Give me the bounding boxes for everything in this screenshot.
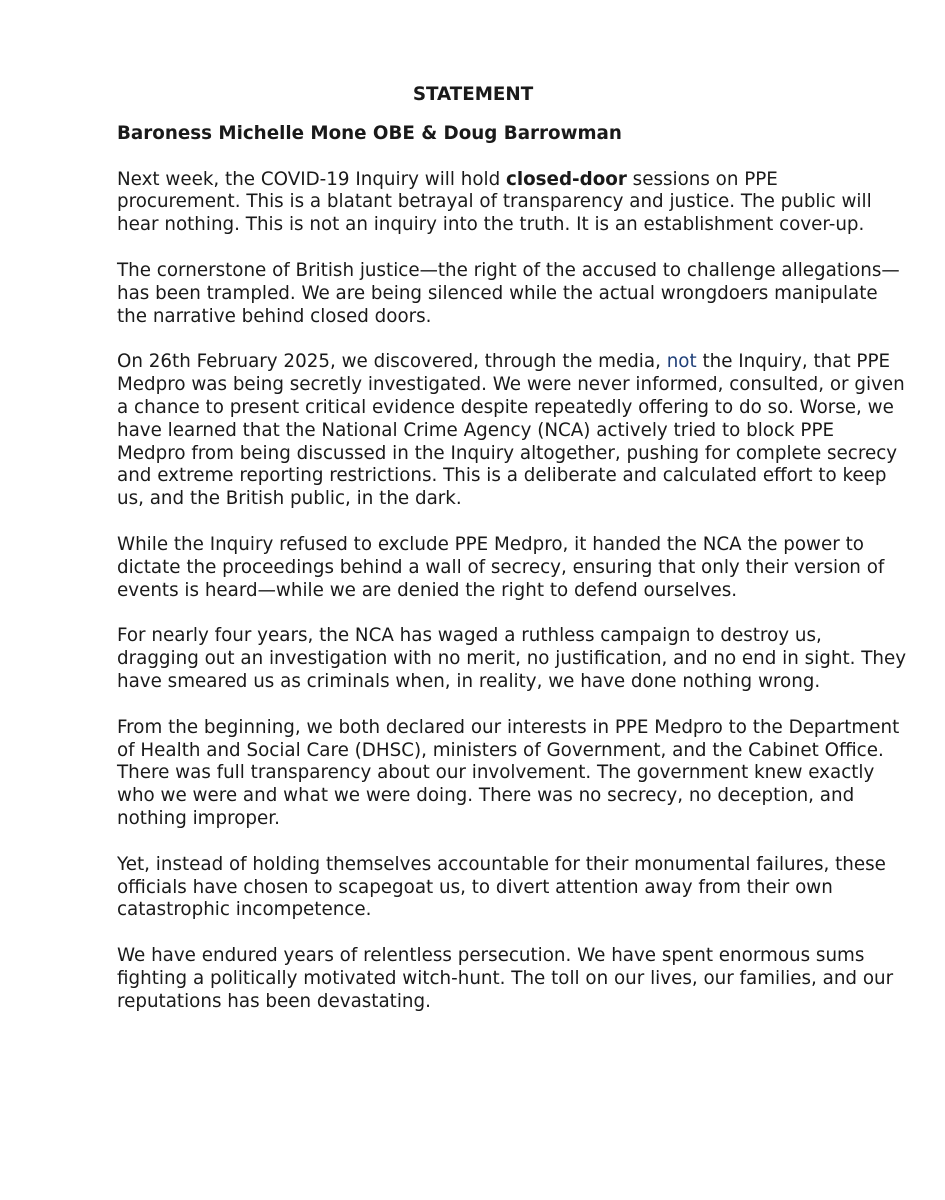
paragraph-5: For nearly four years, the NCA has waged a ruthless campaign to destroy us, dragging out an investigation with no merit, no justification, and no end in sight. They have smeared us as criminals when, in reality, we have done nothing wrong. <box>117 625 907 692</box>
paragraph-1-end: sessions on PPE procurement. This is a blatant betrayal of transparency and justice. The public will hear nothing. This is not an inquiry into the truth. It is an establishment cover-up. <box>117 168 872 236</box>
paragraph-1-start: Next week, the COVID-19 Inquiry will hold <box>117 168 507 190</box>
paragraph-1 <box>117 169 907 237</box>
paragraph-8: We have endured years of relentless persecution. We have spent enormous sums fighting a politically motivated witch-hunt. The toll on our lives, our families, and our reputations has been devastating. <box>117 945 894 1012</box>
paragraph-7: Yet, instead of holding themselves accountable for their monumental failures, these officials have chosen to scapegoat us, to divert attention away from their own catastrophic incompetence. <box>117 853 886 921</box>
statement-document <box>117 84 907 1037</box>
paragraph-4: While the Inquiry refused to exclude PPE Medpro, it handed the NCA the power to dictate the proceedings behind a wall of secrecy, ensuring that only their version of events is heard—while we are denied the right to defend ourselves. <box>117 533 885 601</box>
paragraph-6: From the beginning, we both declared our interests in PPE Medpro to the Department of Health and Social Care (DHSC), ministers of Government, and the Cabinet Office. There was full transparency about our involvement. The government knew exactly who we were and what we were doing. There was no secrecy, no deception, and nothing improper. <box>117 716 900 829</box>
paragraph-3 <box>117 351 907 511</box>
author-names: Baroness Michelle Mone OBE & Doug Barrowman <box>117 122 622 144</box>
paragraph-3-start: On 26th February 2025, we discovered, through the media, <box>117 351 667 373</box>
not-highlight: not <box>666 351 697 373</box>
paragraph-2: The cornerstone of British justice—the right of the accused to challenge allegations—has been trampled. We are being silenced while the actual wrongdoers manipulate the narrative behind closed doors. <box>117 259 900 327</box>
closed-door-emphasis: closed-door <box>506 168 627 190</box>
document-title: STATEMENT <box>412 84 534 105</box>
paragraph-3-end: the Inquiry, that PPE Medpro was being secretly investigated. We were never informed, consulted, or given a chance to present critical evidence despite repeatedly offering to do so. Worse, we have learned that the National Crime Agency (NCA) actively tried to block PPE Medpro from being discussed in the Inquiry altogether, pushing for complete secrecy and extreme reporting restrictions. This is a deliberate and calculated effort to keep us, and the British public, in the dark. <box>117 351 905 510</box>
